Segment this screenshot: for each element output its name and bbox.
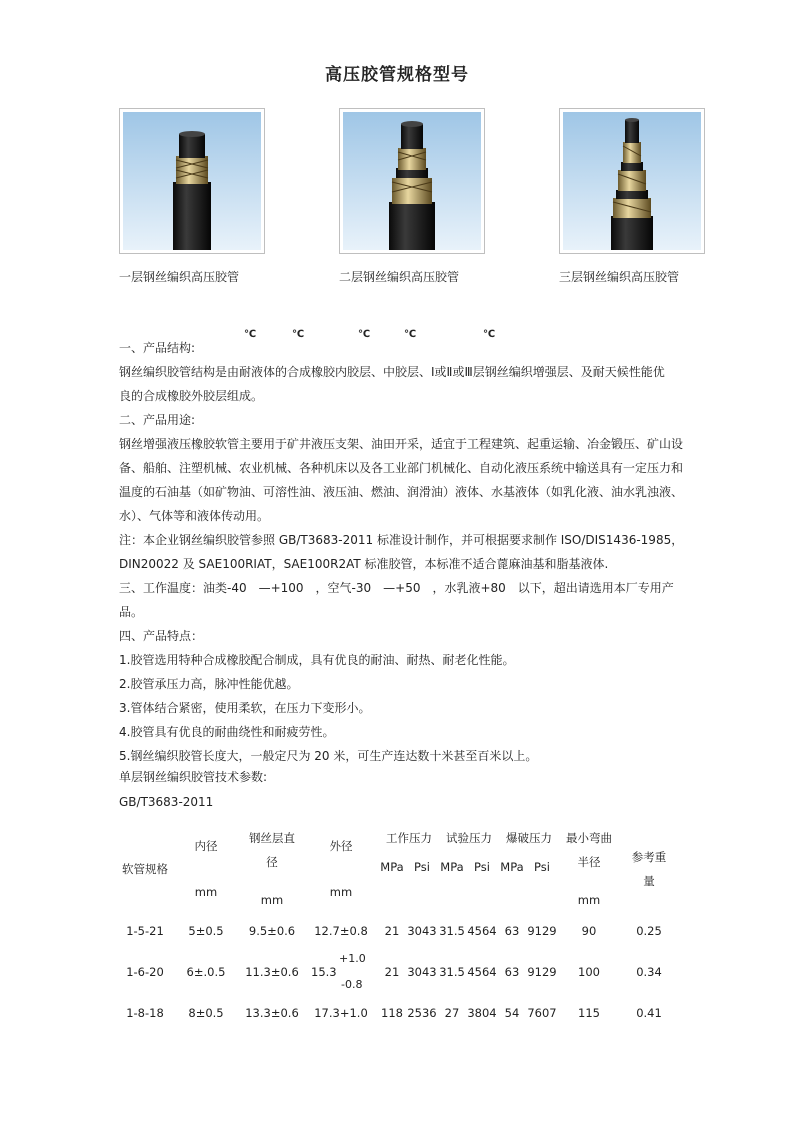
usage-text: 备、船舶、注塑机械、农业机械、各种机床以及各工业部门机械化、自动化液压系统中输送具有一定压力和: [119, 461, 684, 475]
header-unit-mpa: MPa: [500, 860, 524, 875]
cell-outer: 12.7±0.8: [314, 924, 368, 938]
feature-item: 1.胶管选用特种合成橡胶配合制成，具有优良的耐油、耐热、耐老化性能。: [119, 653, 515, 667]
header-bend-label: 最小弯曲: [566, 831, 612, 845]
header-outer-unit: mm: [329, 885, 353, 899]
cell-bp-mpa: 63: [504, 924, 520, 938]
hose-caption-2: 二层钢丝编织高压胶管: [339, 270, 460, 284]
cell-wp-psi: 2536: [407, 1006, 437, 1020]
cell-inner: 5±0.5: [188, 924, 224, 938]
cell-outer: [303, 950, 379, 994]
table-header: [119, 826, 679, 852]
cell-spec: 1-6-20: [126, 965, 164, 979]
header-weight-label: 参考重: [631, 850, 667, 864]
header-unit-mpa: MPa: [380, 860, 404, 875]
stray-unit: ℃: [404, 329, 417, 340]
header-inner: [171, 826, 241, 912]
table-title: 单层钢丝编织胶管技术参数:: [119, 770, 268, 784]
cell-spec: 1-8-18: [126, 1006, 164, 1020]
header-bend: [559, 826, 619, 912]
table-row: [119, 912, 679, 950]
table-standard: GB/T3683-2011: [119, 795, 214, 809]
outer-tolerance-plus: +1.0: [339, 952, 366, 965]
hose-photo-1: [119, 108, 265, 254]
header-weight-label: 量: [643, 874, 655, 888]
header-weight: [619, 826, 679, 912]
feature-item: 3.管体结合紧密，使用柔软，在压力下变形小。: [119, 701, 371, 715]
header-unit-psi: Psi: [474, 860, 490, 875]
stray-unit: ℃: [483, 329, 496, 340]
cell-bp-psi: 9129: [527, 965, 557, 979]
standard-note: 注：本企业钢丝编织胶管参照 GB/T3683-2011 标准设计制作，并可根据要求制作 ISO/DIS1436-1985，: [119, 533, 684, 547]
stray-unit: ℃: [292, 329, 305, 340]
stray-unit: ℃: [358, 329, 371, 340]
header-wire-label: 钢丝层直: [249, 831, 295, 845]
feature-item: 5.钢丝编织胶管长度大，一般定尺为 20 米，可生产连达数十米甚至百米以上。: [119, 749, 538, 763]
hose-photo-3: [559, 108, 705, 254]
cell-wp-mpa: 118: [381, 1006, 403, 1020]
body-text: [119, 336, 687, 768]
table-row: [119, 994, 679, 1032]
header-wire-unit: mm: [260, 893, 284, 907]
structure-heading: 一、产品结构:: [119, 341, 196, 355]
cell-tp-psi: 4564: [467, 924, 497, 938]
header-test-pressure: 试验压力: [446, 831, 492, 845]
cell-inner: 8±0.5: [188, 1006, 224, 1020]
table-row: [119, 950, 679, 994]
cell-tp-mpa: 27: [444, 1006, 460, 1020]
cell-wp-mpa: 21: [384, 924, 400, 938]
header-inner-unit: mm: [194, 885, 218, 899]
cell-tp-mpa: 31.5: [439, 924, 465, 938]
cell-bp-mpa: 54: [504, 1006, 520, 1020]
structure-text: 良的合成橡胶外胶层组成。: [119, 389, 264, 403]
header-working-pressure: 工作压力: [386, 831, 432, 845]
hose-photo-2: [339, 108, 485, 254]
cell-wp-psi: 3043: [407, 924, 437, 938]
temperature-line: 三、工作温度：油类-40 —+100 ，空气-30 —+50 ，水乳液+80 以下，超出请选用本厂专用产品。: [119, 581, 674, 619]
cell-weight: 0.34: [636, 965, 662, 979]
header-unit-psi: Psi: [414, 860, 430, 875]
cell-wp-psi: 3043: [407, 965, 437, 979]
usage-heading: 二、产品用途:: [119, 413, 196, 427]
cell-weight: 0.41: [636, 1006, 662, 1020]
header-unit-psi: Psi: [534, 860, 550, 875]
usage-text: 水）、气体等和液体传动用。: [119, 509, 270, 523]
outer-tolerance-minus: -0.8: [341, 978, 363, 991]
usage-text: 温度的石油基（如矿物油、可溶性油、液压油、燃油、润滑油）液体、水基液体（如乳化液、油水乳浊液、: [119, 485, 684, 499]
feature-item: 2.胶管承压力高，脉冲性能优越。: [119, 677, 299, 691]
cell-wire: 9.5±0.6: [248, 924, 296, 938]
usage-text: 钢丝增强液压橡胶软管主要用于矿井液压支架、油田开采，适宜于工程建筑、起重运输、冶金锻压、矿山设: [119, 437, 684, 451]
cell-bp-mpa: 63: [504, 965, 520, 979]
table-intro: [119, 765, 687, 814]
cell-bend: 115: [578, 1006, 600, 1020]
hose-caption-1: 一层钢丝编织高压胶管: [119, 270, 240, 284]
cell-wire: 13.3±0.6: [245, 1006, 299, 1020]
header-wire: [241, 826, 303, 912]
cell-weight: 0.25: [636, 924, 662, 938]
header-wire-label: 径: [266, 855, 278, 869]
cell-bend: 90: [581, 924, 597, 938]
cell-tp-psi: 4564: [467, 965, 497, 979]
cell-bp-psi: 9129: [527, 924, 557, 938]
feature-item: 4.胶管具有优良的耐曲绕性和耐疲劳性。: [119, 725, 335, 739]
header-bend-unit: mm: [577, 893, 601, 907]
outer-nominal: 15.3: [311, 965, 337, 979]
cell-wire: 11.3±0.6: [245, 965, 299, 979]
stray-unit: ℃: [244, 329, 257, 340]
page-title: 高压胶管规格型号: [325, 65, 469, 85]
header-unit-mpa: MPa: [440, 860, 464, 875]
cell-tp-mpa: 31.5: [439, 965, 465, 979]
header-spec: 软管规格: [122, 862, 168, 876]
header-bend-label: 半径: [577, 855, 601, 869]
standard-note: DIN20022 及 SAE100RIAT，SAE100R2AT 标准胶管，本标准不适合蓖麻油基和脂基液体.: [119, 557, 609, 571]
header-inner-label: 内径: [194, 839, 218, 853]
cell-tp-psi: 3804: [467, 1006, 497, 1020]
cell-outer: 17.3+1.0: [314, 1006, 368, 1020]
hose-caption-3: 三层钢丝编织高压胶管: [559, 270, 680, 284]
structure-text: 钢丝编织胶管结构是由耐液体的合成橡胶内胶层、中胶层、Ⅰ或Ⅱ或Ⅲ层钢丝编织增强层、及耐天候性能优: [119, 365, 665, 379]
cell-spec: 1-5-21: [126, 924, 164, 938]
header-outer: [303, 826, 379, 912]
cell-bend: 100: [578, 965, 600, 979]
cell-wp-mpa: 21: [384, 965, 400, 979]
header-burst-pressure: 爆破压力: [506, 831, 552, 845]
cell-bp-psi: 7607: [527, 1006, 557, 1020]
features-heading: 四、产品特点：: [119, 629, 204, 643]
header-outer-label: 外径: [329, 839, 353, 853]
cell-inner: 6±.0.5: [186, 965, 226, 979]
spec-table: [119, 826, 679, 1032]
